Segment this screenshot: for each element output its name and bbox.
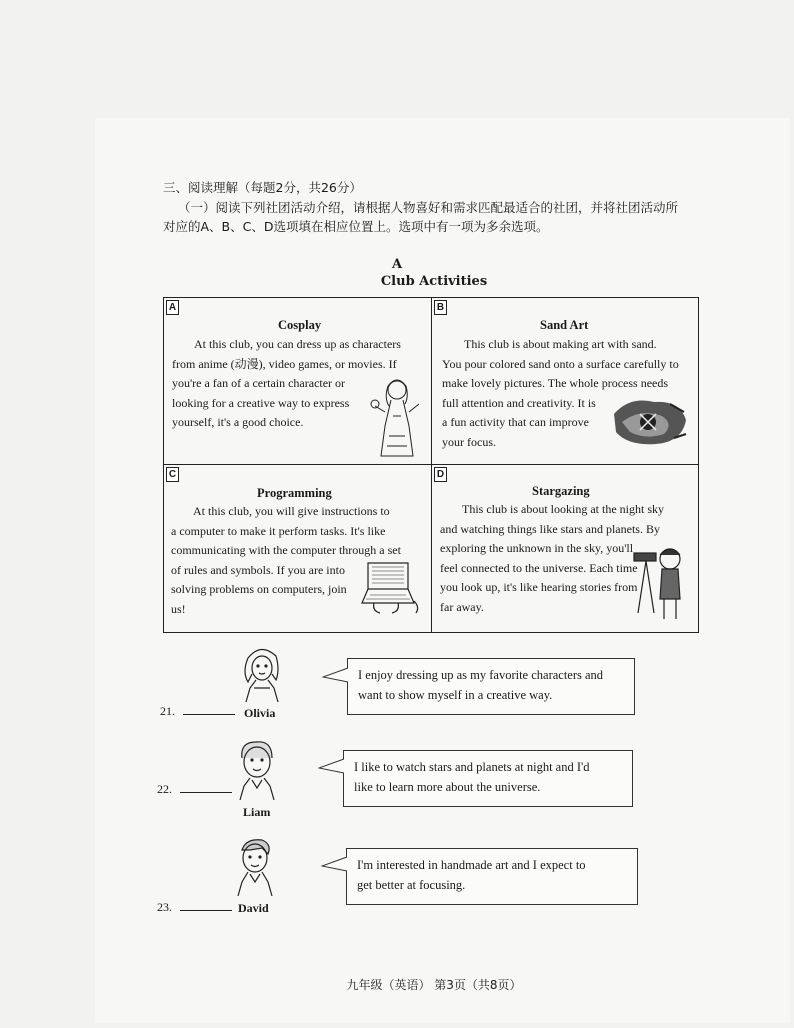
person-name: David [238, 901, 269, 915]
desc-line: your focus. [442, 434, 496, 449]
club-name: Sand Art [540, 318, 589, 332]
speech-bubble [343, 750, 633, 807]
speech-line: I enjoy dressing up as my favorite characters and [358, 668, 604, 682]
passage-letter: A [391, 257, 403, 272]
desc-line: you look up, it's like hearing stories from [440, 580, 638, 594]
desc-line: communicating with the computer through a set [171, 543, 401, 557]
speech-bubble-tail [322, 667, 349, 685]
speech-bubble-tail [318, 758, 345, 776]
speech-bubble-tail [321, 856, 348, 874]
question-number [160, 704, 235, 719]
option-tag: D [434, 467, 447, 482]
section-title: 三、阅读理解（每题2分，共26分） [163, 180, 362, 195]
telescope-kid-illustration [632, 543, 692, 623]
desc-line: This club is about making art with sand. [464, 337, 657, 351]
question-number [157, 900, 232, 915]
sand-art-illustration [610, 394, 690, 450]
desc-line: feel connected to the universe. Each time [440, 560, 638, 575]
club-name: Programming [257, 486, 332, 500]
question-number-text: 21. [160, 704, 175, 718]
person-name: Liam [243, 805, 271, 819]
speech-line: want to show myself in a creative way. [358, 688, 553, 702]
speech-line: I'm interested in handmade art and I expect to [357, 858, 586, 872]
club-name: Cosplay [278, 318, 322, 332]
passage-title: Club Activities [380, 274, 488, 289]
desc-line: from anime (动漫), video games, or movies. If [172, 356, 397, 371]
cosplay-character-illustration [369, 376, 424, 460]
desc-line: At this club, you can dress up as characters [194, 337, 401, 351]
desc-line: make lovely pictures. The whole process needs [442, 376, 669, 390]
answer-blank-21[interactable] [183, 714, 235, 715]
desc-line: you're a fan of a certain character or [172, 376, 346, 390]
desc-line: far away. [440, 599, 484, 614]
answer-blank-22[interactable] [180, 792, 232, 793]
club-cell-stargazing [432, 465, 698, 632]
club-cell-programming [164, 465, 431, 632]
desc-line: and watching things like stars and planets. By [440, 521, 660, 536]
speech-line: like to learn more about the universe. [354, 780, 541, 794]
speech-line: I like to watch stars and planets at night and I'd [354, 760, 590, 774]
question-number [157, 782, 232, 797]
desc-line: full attention and creativity. It is [442, 395, 596, 410]
david-avatar [232, 836, 278, 898]
desc-line: You pour colored sand onto a surface carefully to [442, 356, 679, 371]
option-tag: A [166, 300, 179, 315]
question-number-text: 22. [157, 782, 172, 796]
speech-line: get better at focusing. [357, 878, 466, 892]
person-name: Olivia [244, 706, 276, 720]
desc-line: yourself, it's a good choice. [172, 415, 304, 429]
desc-line: This club is about looking at the night sky [462, 502, 664, 516]
olivia-avatar [236, 644, 286, 704]
desc-line: a computer to make it perform tasks. It's like [171, 523, 386, 538]
desc-line: looking for a creative way to express [172, 395, 350, 410]
club-activities-grid [163, 297, 699, 633]
desc-line: At this club, you will give instructions to [193, 504, 390, 518]
page-footer: 九年级（英语） 第3页（共8页） [346, 978, 522, 992]
desc-line: exploring the unknown in the sky, you'll [440, 541, 634, 555]
answer-blank-23[interactable] [180, 910, 232, 911]
desc-line: of rules and symbols. If you are into [171, 562, 345, 577]
club-cell-cosplay [164, 298, 431, 464]
desc-line: solving problems on computers, join [171, 582, 347, 596]
instruction-line-2: 对应的A、B、C、D选项填在相应位置上。选项中有一项为多余选项。 [163, 219, 549, 234]
question-number-text: 23. [157, 900, 172, 914]
laptop-illustration [360, 561, 422, 617]
club-cell-sand-art [432, 298, 698, 464]
option-tag: B [434, 300, 447, 315]
instruction-line-1: （一）阅读下列社团活动介绍，请根据人物喜好和需求匹配最适合的社团，并将社团活动所 [178, 200, 679, 215]
speech-bubble [346, 848, 638, 905]
club-name: Stargazing [532, 484, 590, 498]
option-tag: C [166, 467, 179, 482]
desc-line: us! [171, 601, 186, 616]
speech-bubble [347, 658, 635, 715]
desc-line: a fun activity that can improve [442, 415, 589, 429]
liam-avatar [234, 738, 280, 802]
